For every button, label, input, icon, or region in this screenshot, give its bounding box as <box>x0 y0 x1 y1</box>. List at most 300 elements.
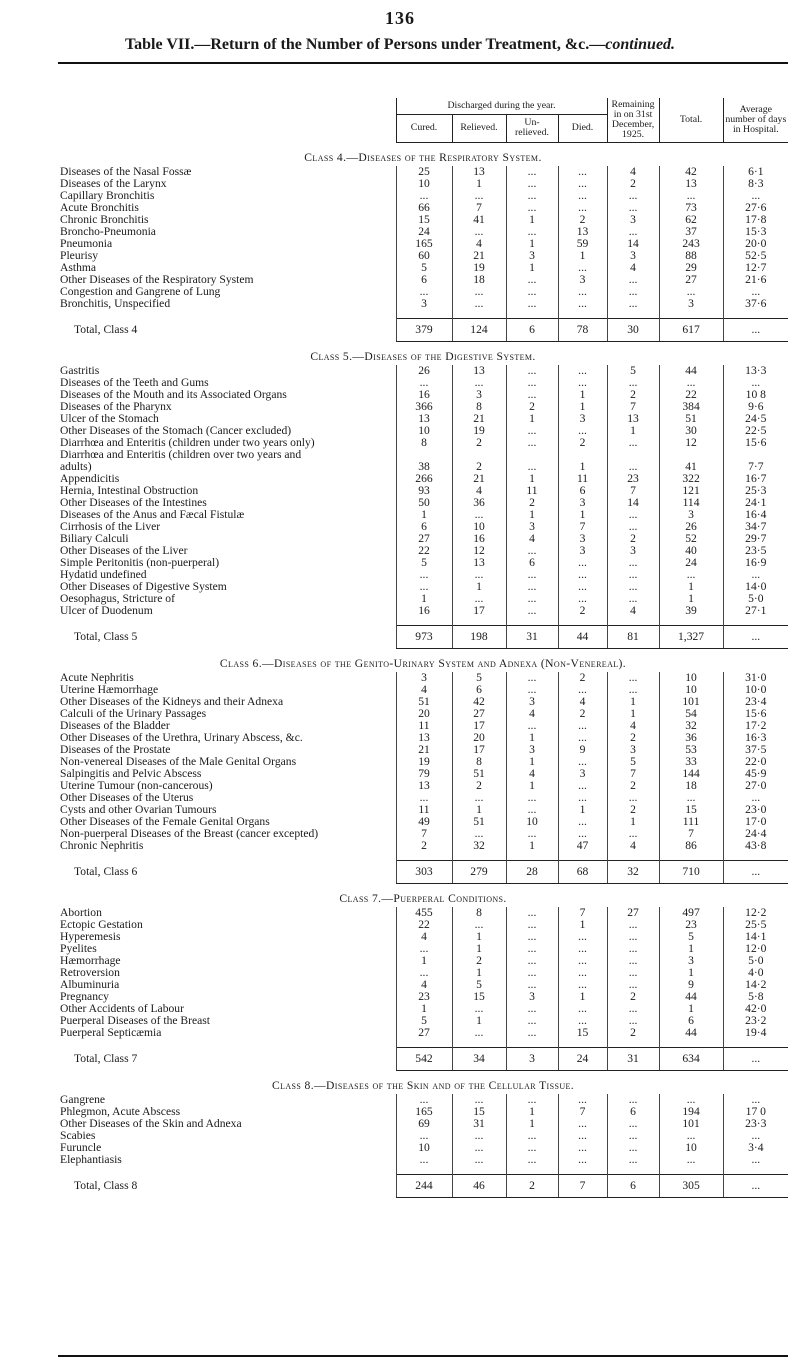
unrelieved-cell: ... <box>506 907 558 919</box>
average-cell: 27·0 <box>723 780 788 792</box>
died-cell: ... <box>558 202 607 214</box>
unrelieved-cell: ... <box>506 389 558 401</box>
unrelieved-cell: ... <box>506 365 558 377</box>
table-row <box>58 533 788 545</box>
relieved-cell: ... <box>452 593 506 605</box>
cured-cell: 8 <box>396 437 452 449</box>
label-cell: Diseases of the Mouth and its Associated Organs <box>60 389 287 401</box>
spacer-row <box>58 617 788 626</box>
unrelieved-cell: ... <box>506 1142 558 1154</box>
died-cell: ... <box>558 1003 607 1015</box>
total-cell: 73 <box>659 202 723 214</box>
relieved-cell: 13 <box>452 557 506 569</box>
average-cell: 16·3 <box>723 732 788 744</box>
died-cell: ... <box>558 943 607 955</box>
average-cell: 5·8 <box>723 991 788 1003</box>
cured-cell: 4 <box>396 684 452 696</box>
table-row <box>58 449 788 461</box>
spacer-cell <box>58 617 396 626</box>
cured-cell: 16 <box>396 605 452 617</box>
remaining-cell: ... <box>607 461 659 473</box>
died-cell: 7 <box>558 521 607 533</box>
unrelieved-cell: ... <box>506 979 558 991</box>
average-cell: 42·0 <box>723 1003 788 1015</box>
total-cell: 88 <box>659 250 723 262</box>
label-cell: Acute Bronchitis <box>60 202 139 214</box>
cured-cell: 11 <box>396 804 452 816</box>
table-row <box>58 365 788 377</box>
died-cell: 3 <box>558 497 607 509</box>
cured-cell: 6 <box>396 521 452 533</box>
average-cell: 31·0 <box>723 672 788 684</box>
died-cell: 1 <box>558 250 607 262</box>
relieved-cell: ... <box>452 919 506 931</box>
average-cell: 12·0 <box>723 943 788 955</box>
unrelieved-cell: ... <box>506 931 558 943</box>
table-row <box>58 286 788 298</box>
total-cell: 36 <box>659 732 723 744</box>
unrelieved-cell: 1 <box>506 238 558 250</box>
remaining-cell: ... <box>607 955 659 967</box>
unrelieved-cell <box>506 449 558 461</box>
label-cell: Furuncle <box>60 1142 102 1154</box>
died-cell: ... <box>558 581 607 593</box>
died-cell: ... <box>558 684 607 696</box>
total-cell: 32 <box>659 720 723 732</box>
spacer-cell <box>58 310 396 319</box>
label-cell: Hæmorrhage <box>60 955 121 967</box>
table-row <box>58 907 788 919</box>
died-cell: 11 <box>558 473 607 485</box>
cured-cell: ... <box>396 377 452 389</box>
total-cell: 1,327 <box>659 626 723 649</box>
unrelieved-cell: 6 <box>506 319 558 342</box>
unrelieved-cell: 1 <box>506 732 558 744</box>
spacer-cell <box>723 1039 788 1048</box>
total-cell: 33 <box>659 756 723 768</box>
table-row <box>58 780 788 792</box>
class-heading <box>58 1071 788 1095</box>
remaining-cell: ... <box>607 569 659 581</box>
remaining-cell: ... <box>607 1130 659 1142</box>
average-cell: 16·4 <box>723 509 788 521</box>
remaining-cell: 1 <box>607 425 659 437</box>
label-cell: Pregnancy <box>60 991 109 1003</box>
table-row <box>58 377 788 389</box>
unrelieved-cell: 1 <box>506 413 558 425</box>
table-row <box>58 991 788 1003</box>
table-row <box>58 931 788 943</box>
spacer-row <box>58 1039 788 1048</box>
remaining-cell: 2 <box>607 533 659 545</box>
label-cell: Gastritis <box>60 365 100 377</box>
spacer-cell <box>452 617 506 626</box>
remaining-cell: 5 <box>607 365 659 377</box>
table-row <box>58 744 788 756</box>
relieved-cell: 1 <box>452 1015 506 1027</box>
died-cell: ... <box>558 1154 607 1166</box>
spacer-cell <box>659 617 723 626</box>
table-row <box>58 732 788 744</box>
remaining-cell: ... <box>607 190 659 202</box>
unrelieved-cell: 1 <box>506 840 558 852</box>
died-cell: ... <box>558 166 607 178</box>
label-cell: Ectopic Gestation <box>60 919 143 931</box>
died-cell: ... <box>558 593 607 605</box>
total-row <box>58 1175 788 1198</box>
cured-cell: 20 <box>396 708 452 720</box>
remaining-cell: ... <box>607 377 659 389</box>
relieved-cell: ... <box>452 1094 506 1106</box>
relieved-cell: ... <box>452 1130 506 1142</box>
label-cell: Other Diseases of the Stomach (Cancer excluded) <box>60 425 292 437</box>
relieved-cell: 5 <box>452 672 506 684</box>
unrelieved-cell: 1 <box>506 214 558 226</box>
died-cell: 1 <box>558 991 607 1003</box>
remaining-cell: 6 <box>607 1175 659 1198</box>
total-cell: 18 <box>659 780 723 792</box>
label-cell: Phlegmon, Acute Abscess <box>60 1106 181 1118</box>
died-cell: ... <box>558 979 607 991</box>
label-cell: Puerperal Septicæmia <box>60 1027 162 1039</box>
cured-cell: 973 <box>396 626 452 649</box>
died-cell: 2 <box>558 214 607 226</box>
relieved-cell: ... <box>452 377 506 389</box>
table-row <box>58 509 788 521</box>
total-cell: 40 <box>659 545 723 557</box>
table-number: Table VII. <box>124 36 195 53</box>
remaining-cell: ... <box>607 557 659 569</box>
remaining-cell: 2 <box>607 178 659 190</box>
label-cell: Other Diseases of the Female Genital Organs <box>60 816 270 828</box>
cured-cell: 5 <box>396 557 452 569</box>
label-cell: Other Diseases of Digestive System <box>60 581 227 593</box>
average-cell: 3·4 <box>723 1142 788 1154</box>
unrelieved-cell: ... <box>506 720 558 732</box>
total-cell: 7 <box>659 828 723 840</box>
average-cell: ... <box>723 1048 788 1071</box>
total-cell: 617 <box>659 319 723 342</box>
unrelieved-cell: ... <box>506 298 558 310</box>
unrelieved-cell: ... <box>506 1130 558 1142</box>
label-cell: Appendicitis <box>60 473 120 485</box>
average-cell: 21·6 <box>723 274 788 286</box>
average-cell: 16·9 <box>723 557 788 569</box>
total-cell: 1 <box>659 581 723 593</box>
total-cell: 24 <box>659 557 723 569</box>
cured-cell: ... <box>396 792 452 804</box>
header-average: Average number of days in Hospital. <box>723 98 788 143</box>
label-cell: Total, Class 6 <box>74 865 138 878</box>
total-cell: 3 <box>659 509 723 521</box>
unrelieved-cell: ... <box>506 545 558 557</box>
died-cell: ... <box>558 792 607 804</box>
spacer-cell <box>452 852 506 861</box>
spacer-cell <box>506 852 558 861</box>
unrelieved-cell: 4 <box>506 768 558 780</box>
died-cell: 3 <box>558 533 607 545</box>
total-cell: 53 <box>659 744 723 756</box>
cured-cell: 5 <box>396 1015 452 1027</box>
total-cell: 62 <box>659 214 723 226</box>
total-cell: ... <box>659 377 723 389</box>
table-row <box>58 521 788 533</box>
relieved-cell: 34 <box>452 1048 506 1071</box>
relieved-cell: ... <box>452 1027 506 1039</box>
remaining-cell: 2 <box>607 991 659 1003</box>
relieved-cell: 2 <box>452 461 506 473</box>
died-cell: 1 <box>558 919 607 931</box>
remaining-cell: ... <box>607 581 659 593</box>
label-cell: Total, Class 5 <box>74 630 138 643</box>
died-cell: ... <box>558 955 607 967</box>
cured-cell: 4 <box>396 979 452 991</box>
remaining-cell: 2 <box>607 732 659 744</box>
relieved-cell: 8 <box>452 401 506 413</box>
total-cell: 710 <box>659 861 723 884</box>
table-row <box>58 461 788 473</box>
label-cell: Elephantiasis <box>60 1154 122 1166</box>
cured-cell: 1 <box>396 1003 452 1015</box>
table-row <box>58 756 788 768</box>
remaining-cell: ... <box>607 286 659 298</box>
cured-cell: 25 <box>396 166 452 178</box>
table-row <box>58 413 788 425</box>
cured-cell: ... <box>396 1154 452 1166</box>
total-cell: 10 <box>659 1142 723 1154</box>
label-cell: Diseases of the Nasal Fossæ <box>60 166 192 178</box>
relieved-cell: ... <box>452 792 506 804</box>
cured-cell: 22 <box>396 545 452 557</box>
table-caption <box>0 36 800 54</box>
died-cell: ... <box>558 967 607 979</box>
total-cell: 6 <box>659 1015 723 1027</box>
unrelieved-cell: 1 <box>506 780 558 792</box>
table-row <box>58 226 788 238</box>
unrelieved-cell: 1 <box>506 756 558 768</box>
relieved-cell: 1 <box>452 943 506 955</box>
cured-cell: 1 <box>396 593 452 605</box>
class-heading-text: Class 5.—Diseases of the Digestive System. <box>310 350 536 363</box>
unrelieved-cell: 1 <box>506 509 558 521</box>
average-cell: 29·7 <box>723 533 788 545</box>
total-cell: 9 <box>659 979 723 991</box>
died-cell: ... <box>558 931 607 943</box>
spacer-row <box>58 852 788 861</box>
cured-cell: ... <box>396 569 452 581</box>
died-cell: ... <box>558 569 607 581</box>
unrelieved-cell: 3 <box>506 744 558 756</box>
table-row <box>58 672 788 684</box>
top-rule <box>58 62 788 64</box>
died-cell: 78 <box>558 319 607 342</box>
remaining-cell: ... <box>607 1142 659 1154</box>
table-row <box>58 262 788 274</box>
table-row <box>58 497 788 509</box>
average-cell: 37·5 <box>723 744 788 756</box>
table-row <box>58 1118 788 1130</box>
average-cell: 22·0 <box>723 756 788 768</box>
relieved-cell: 27 <box>452 708 506 720</box>
average-cell: ... <box>723 569 788 581</box>
remaining-cell: 2 <box>607 780 659 792</box>
unrelieved-cell: 3 <box>506 696 558 708</box>
relieved-cell: 21 <box>452 473 506 485</box>
remaining-cell: 3 <box>607 744 659 756</box>
unrelieved-cell: ... <box>506 1154 558 1166</box>
total-cell: 10 <box>659 684 723 696</box>
label-cell: Hyperemesis <box>60 931 121 943</box>
relieved-cell: 2 <box>452 955 506 967</box>
died-cell: 3 <box>558 413 607 425</box>
label-cell: Other Diseases of the Intestines <box>60 497 207 509</box>
cured-cell: 10 <box>396 178 452 190</box>
spacer-cell <box>558 852 607 861</box>
class-heading-row <box>58 143 788 167</box>
cured-cell: 1 <box>396 955 452 967</box>
average-cell: ... <box>723 1175 788 1198</box>
remaining-cell: 1 <box>607 816 659 828</box>
remaining-cell: 5 <box>607 756 659 768</box>
died-cell: 68 <box>558 861 607 884</box>
unrelieved-cell: 3 <box>506 991 558 1003</box>
unrelieved-cell: ... <box>506 1003 558 1015</box>
died-cell: 4 <box>558 696 607 708</box>
relieved-cell: 32 <box>452 840 506 852</box>
average-cell: 52·5 <box>723 250 788 262</box>
total-cell: 3 <box>659 955 723 967</box>
remaining-cell: ... <box>607 684 659 696</box>
died-cell: 2 <box>558 605 607 617</box>
died-cell: ... <box>558 1015 607 1027</box>
table-row <box>58 485 788 497</box>
remaining-cell <box>607 449 659 461</box>
table-row <box>58 979 788 991</box>
died-cell: 9 <box>558 744 607 756</box>
average-cell: 23·3 <box>723 1118 788 1130</box>
cured-cell: 7 <box>396 828 452 840</box>
total-cell: 497 <box>659 907 723 919</box>
total-cell: 52 <box>659 533 723 545</box>
spacer-cell <box>452 1166 506 1175</box>
remaining-cell: 14 <box>607 497 659 509</box>
average-cell: 6·1 <box>723 166 788 178</box>
label-cell: Chronic Bronchitis <box>60 214 149 226</box>
died-cell: 3 <box>558 274 607 286</box>
spacer-cell <box>558 617 607 626</box>
total-cell: 39 <box>659 605 723 617</box>
spacer-cell <box>396 310 452 319</box>
spacer-cell <box>607 1166 659 1175</box>
died-cell: ... <box>558 720 607 732</box>
total-cell: ... <box>659 1094 723 1106</box>
cured-cell: 542 <box>396 1048 452 1071</box>
unrelieved-cell: ... <box>506 1015 558 1027</box>
died-cell: 1 <box>558 401 607 413</box>
cured-cell: 66 <box>396 202 452 214</box>
label-cell: adults) <box>60 461 92 473</box>
unrelieved-cell: 11 <box>506 485 558 497</box>
died-cell: 15 <box>558 1027 607 1039</box>
label-cell: Total, Class 7 <box>74 1052 138 1065</box>
header-cured: Cured. <box>396 114 452 142</box>
label-cell: Asthma <box>60 262 97 274</box>
cured-cell: 3 <box>396 298 452 310</box>
average-cell: 5·0 <box>723 593 788 605</box>
relieved-cell: 5 <box>452 979 506 991</box>
total-cell: 101 <box>659 1118 723 1130</box>
remaining-cell: 81 <box>607 626 659 649</box>
table-row <box>58 605 788 617</box>
died-cell: 6 <box>558 485 607 497</box>
spacer-cell <box>58 1039 396 1048</box>
table-row <box>58 943 788 955</box>
total-cell: 384 <box>659 401 723 413</box>
unrelieved-cell: 2 <box>506 497 558 509</box>
cured-cell: 26 <box>396 365 452 377</box>
died-cell: ... <box>558 732 607 744</box>
average-cell: 34·7 <box>723 521 788 533</box>
total-cell: ... <box>659 792 723 804</box>
table-row <box>58 545 788 557</box>
label-cell: Total, Class 8 <box>74 1179 138 1192</box>
cured-cell: 51 <box>396 696 452 708</box>
died-cell: 7 <box>558 907 607 919</box>
remaining-cell: 7 <box>607 768 659 780</box>
label-cell: Other Diseases of the Kidneys and their Adnexa <box>60 696 284 708</box>
died-cell: 3 <box>558 768 607 780</box>
relieved-cell: 4 <box>452 238 506 250</box>
unrelieved-cell: 31 <box>506 626 558 649</box>
table-row <box>58 792 788 804</box>
remaining-cell: ... <box>607 521 659 533</box>
died-cell: 1 <box>558 804 607 816</box>
table-row <box>58 708 788 720</box>
relieved-cell: ... <box>452 569 506 581</box>
died-cell: ... <box>558 377 607 389</box>
relieved-cell: 51 <box>452 768 506 780</box>
table-row <box>58 1027 788 1039</box>
died-cell: 1 <box>558 389 607 401</box>
died-cell: ... <box>558 1118 607 1130</box>
table-row <box>58 250 788 262</box>
cured-cell: 165 <box>396 1106 452 1118</box>
label-cell: Ulcer of the Stomach <box>60 413 159 425</box>
died-cell: 7 <box>558 1106 607 1118</box>
relieved-cell: 42 <box>452 696 506 708</box>
remaining-cell: ... <box>607 1003 659 1015</box>
unrelieved-cell: 1 <box>506 473 558 485</box>
table-row <box>58 298 788 310</box>
spacer-cell <box>659 1039 723 1048</box>
unrelieved-cell: ... <box>506 1027 558 1039</box>
cured-cell: 93 <box>396 485 452 497</box>
relieved-cell: 7 <box>452 202 506 214</box>
table-row <box>58 389 788 401</box>
label-cell: Other Accidents of Labour <box>60 1003 184 1015</box>
label-cell: Uterine Hæmorrhage <box>60 684 159 696</box>
unrelieved-cell: 2 <box>506 401 558 413</box>
total-cell: ... <box>659 286 723 298</box>
spacer-cell <box>506 310 558 319</box>
average-cell: 23·0 <box>723 804 788 816</box>
cured-cell: 11 <box>396 720 452 732</box>
table-row <box>58 1142 788 1154</box>
remaining-cell: ... <box>607 967 659 979</box>
relieved-cell: ... <box>452 828 506 840</box>
relieved-cell: 15 <box>452 1106 506 1118</box>
relieved-cell: 8 <box>452 756 506 768</box>
